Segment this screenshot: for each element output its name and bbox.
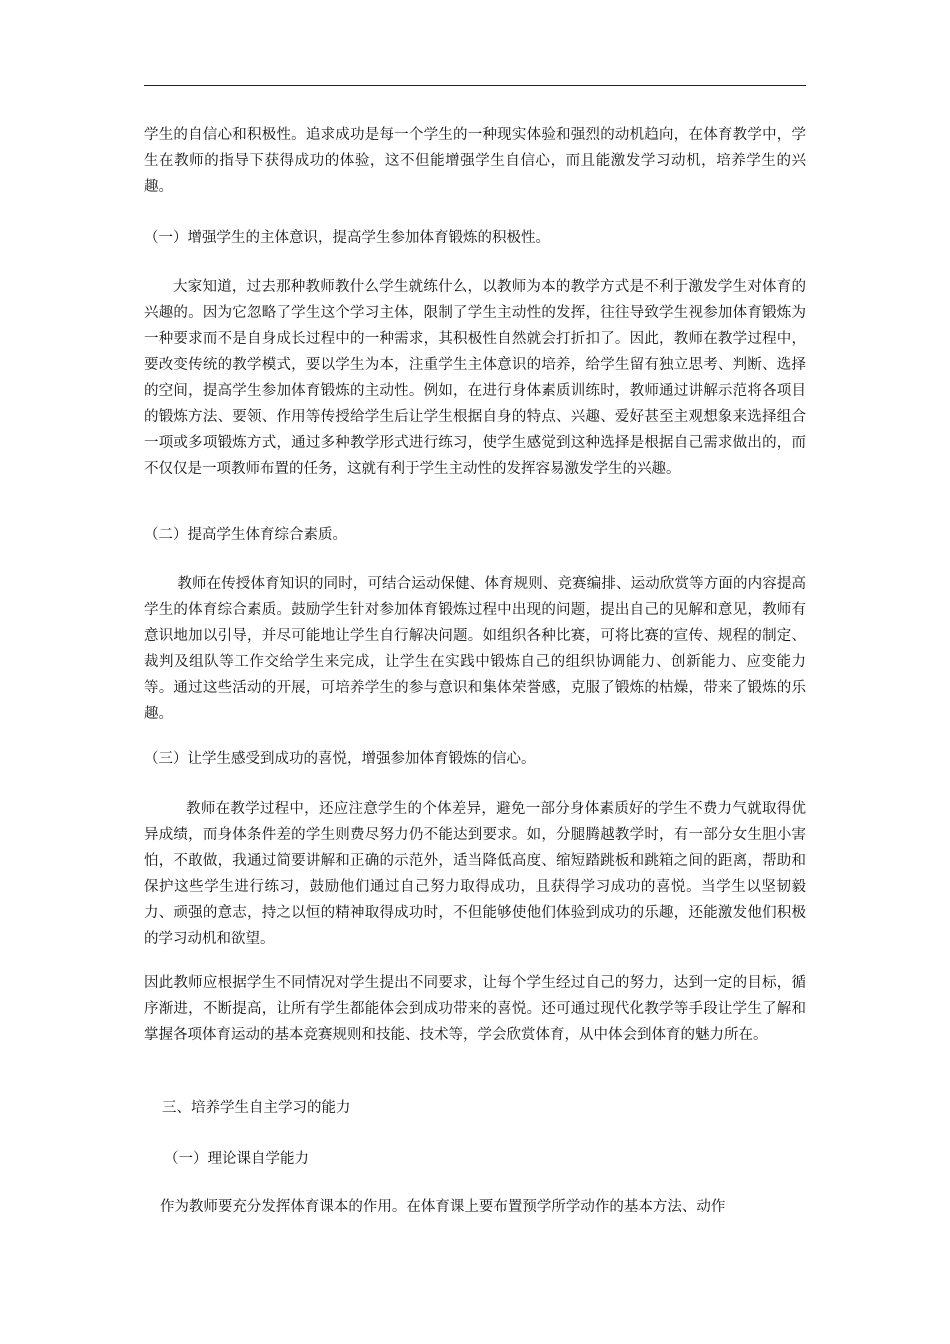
paragraph-success-joy: 教师在教学过程中，还应注意学生的个体差异，避免一部分身体素质好的学生不费力气就取得优异成绩，而身体条件差的学生则费尽努力仍不能达到要求。如，分腿腾越教学时，有一部分女生胆小害怕，不敢做，我通过简要讲解和正确的示范外，适当降低高度、缩短踏跳板和跳箱之间的距离，帮助和保护这些学生进行练习，鼓励他们通过自己努力取得成功，且获得学习成功的喜悦。当学生以坚韧毅力、顽强的意志，持之以恒的精神取得成功时，不但能够使他们体验到成功的乐趣，还能激发他们积极的学习动机和欲望。 (144, 801, 806, 947)
header-rule (144, 85, 806, 86)
subsection-heading-theory: （一）理论课自学能力 (164, 1151, 309, 1167)
section-heading-3: （三）让学生感受到成功的喜悦，增强参加体育锻炼的信心。 (144, 751, 536, 767)
section-heading-main-3: 三、培养学生自主学习的能力 (162, 1100, 351, 1116)
section-heading-1: （一）增强学生的主体意识，提高学生参加体育锻炼的积极性。 (144, 230, 550, 246)
paragraph-conclusion: 因此教师应根据学生不同情况对学生提出不同要求，让每个学生经过自己的努力，达到一定的目标，循序渐进，不断提高，让所有学生都能体会到成功带来的喜悦。还可通过现代化教学等手段让学生了解和掌握各项体育运动的基本竞赛规则和技能、技术等，学会欣赏体育，从中体会到体育的魅力所在。 (144, 975, 806, 1043)
section-heading-2: （二）提高学生体育综合素质。 (144, 527, 347, 543)
paragraph-comprehensive-quality: 教师在传授体育知识的同时，可结合运动保健、体育规则、竞赛编排、运动欣赏等方面的内容提高学生的体育综合素质。鼓励学生针对参加体育锻炼过程中出现的问题，提出自己的见解和意见，教师有意识地加以引导，并尽可能地让学生自行解决问题。如组织各种比赛，可将比赛的宣传、规程的制定、裁判及组队等工作交给学生来完成，让学生在实践中锻炼自己的组织协调能力、创新能力、应变能力等。通过这些活动的开展，可培养学生的参与意识和集体荣誉感，克服了锻炼的枯燥，带来了锻炼的乐趣。 (144, 576, 806, 722)
paragraph-textbook: 作为教师要充分发挥体育课本的作用。在体育课上要布置预学所学动作的基本方法、动作 (159, 1199, 726, 1215)
paragraph-subject-awareness: 大家知道，过去那种教师教什么学生就练什么，以教师为本的教学方式是不利于激发学生对体育的兴趣的。因为它忽略了学生这个学习主体，限制了学生主动性的发挥，往往导致学生视参加体育锻炼为一种要求而不是自身成长过程中的一种需求，其积极性自然就会打折扣了。因此，教师在教学过程中，要改变传统的教学模式，要以学生为本，注重学生主体意识的培养，给学生留有独立思考、判断、选择的空间，提高学生参加体育锻炼的主动性。例如，在进行身体素质训练时，教师通过讲解示范将各项目的锻炼方法、要领、作用等传授给学生后让学生根据自身的特点、兴趣、爱好甚至主观想象来选择组合一项或多项锻炼方式，通过多种教学形式进行练习，使学生感觉到这种选择是根据自己需求做出的，而不仅仅是一项教师布置的任务，这就有利于学生主动性的发挥容易激发学生的兴趣。 (144, 279, 806, 477)
paragraph-intro: 学生的自信心和积极性。追求成功是每一个学生的一种现实体验和强烈的动机趋向，在体育教学中，学生在教师的指导下获得成功的体验，这不但能增强学生自信心，而且能激发学习动机，培养学生的兴趣。 (144, 127, 806, 195)
